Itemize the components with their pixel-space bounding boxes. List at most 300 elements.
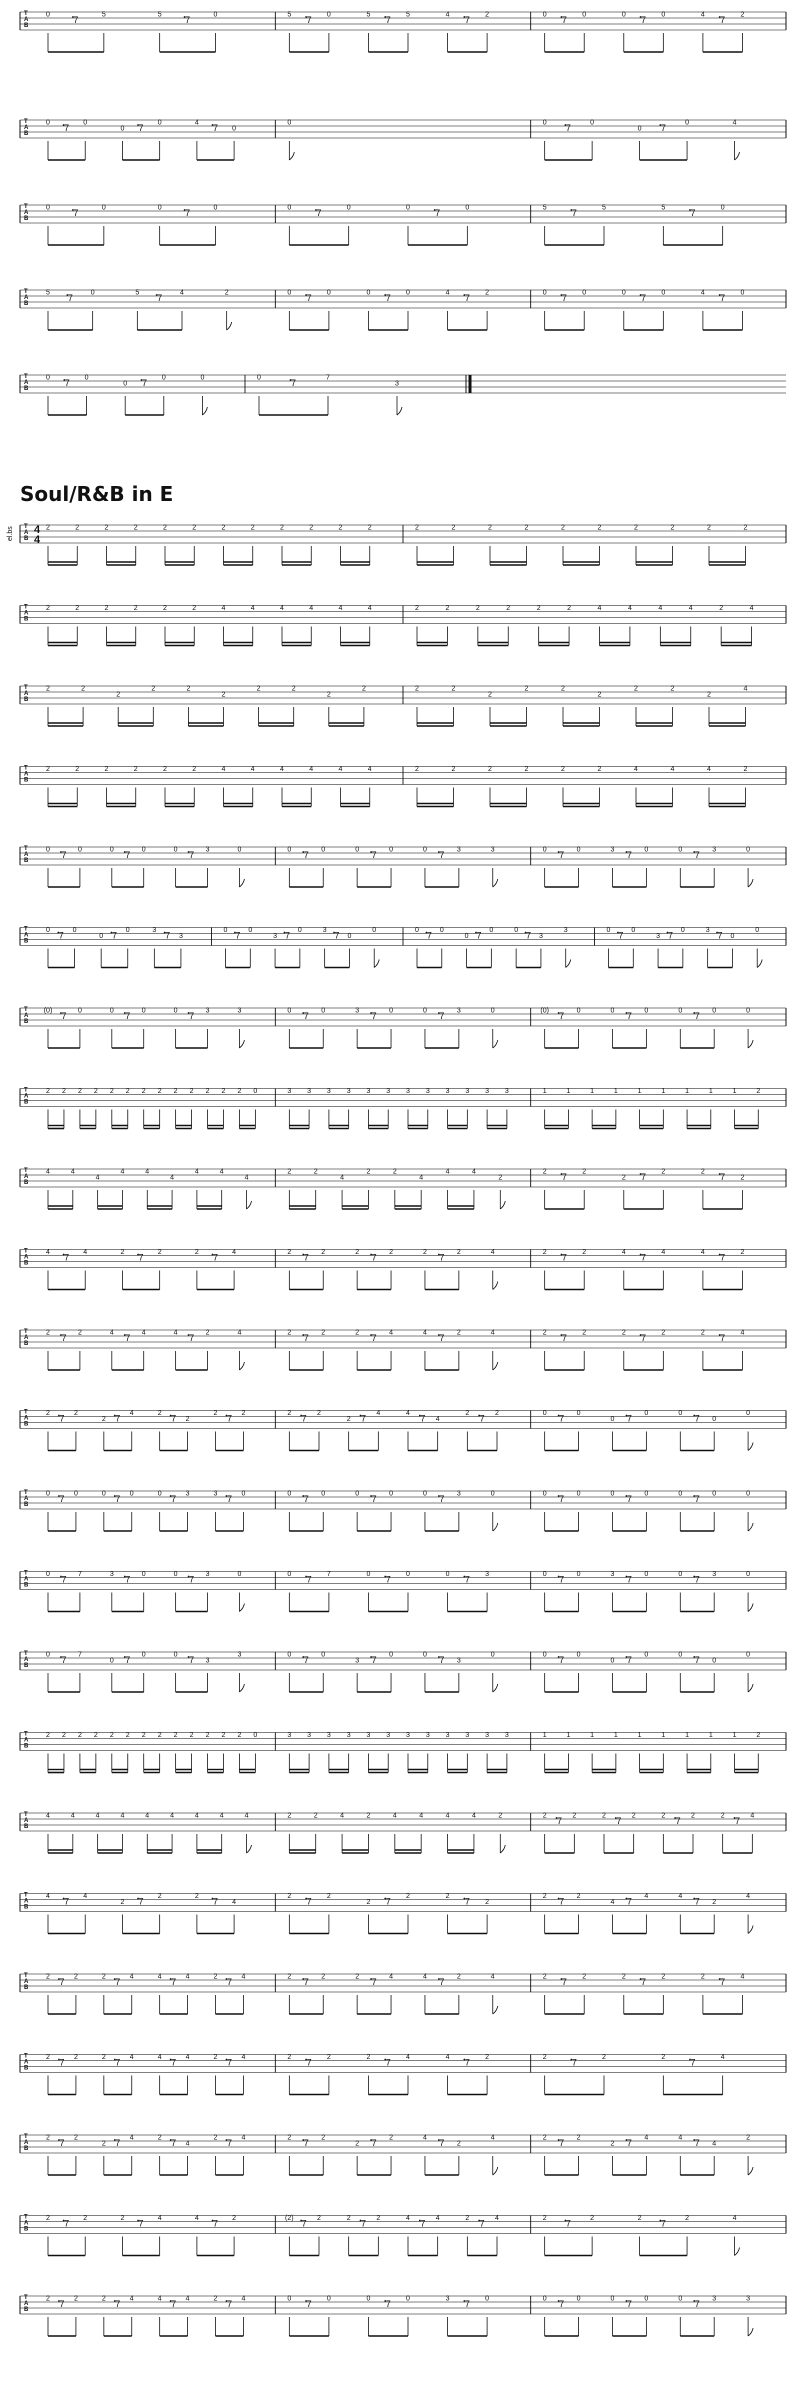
rest-symbol: 7 xyxy=(561,1977,567,1987)
note-flag xyxy=(748,879,753,887)
fret-number: 4 xyxy=(490,2134,495,2142)
fret-number: 1 xyxy=(613,1088,618,1095)
rest-dot xyxy=(626,851,628,853)
fret-number: 2 xyxy=(536,605,541,612)
rest-dot xyxy=(302,1254,304,1256)
fret-number: 2 xyxy=(287,2134,292,2142)
fret-number: 2 xyxy=(524,685,529,693)
rest-symbol: 7 xyxy=(464,293,470,303)
rest-dot xyxy=(305,2300,307,2302)
rest-dot xyxy=(478,1415,480,1417)
fret-number: 5 xyxy=(542,204,547,212)
fret-number: 0 xyxy=(141,846,146,854)
fret-number: 2 xyxy=(451,524,456,532)
note-flag xyxy=(757,960,762,968)
fret-number: 3 xyxy=(307,1088,312,1095)
fret-number: 2 xyxy=(192,524,197,532)
rest-dot xyxy=(626,1012,628,1014)
rest-symbol: 7 xyxy=(61,1011,67,1021)
fret-number: 0 xyxy=(422,1007,427,1015)
fret-number: 0 xyxy=(46,846,50,854)
rest-symbol: 7 xyxy=(371,1977,377,1987)
fret-number: 2 xyxy=(221,1732,226,1739)
rest-dot xyxy=(137,124,139,126)
rest-dot xyxy=(419,1415,421,1417)
fret-number: 2 xyxy=(186,685,191,693)
fret-number: 2 xyxy=(451,685,456,693)
rest-dot xyxy=(693,2139,695,2141)
rest-symbol: 7 xyxy=(171,2299,177,2309)
rest-symbol: 7 xyxy=(660,2218,666,2229)
rest-symbol: 7 xyxy=(618,930,624,941)
note-flag xyxy=(227,322,232,330)
tab-clef-letter: A xyxy=(24,1979,29,1985)
fret-number: 2 xyxy=(205,1732,210,1739)
fret-number: 0 xyxy=(84,374,89,382)
fret-number: 4 xyxy=(194,119,199,127)
fret-number: 4 xyxy=(120,1812,125,1820)
rest-symbol: 7 xyxy=(626,1011,632,1021)
rest-symbol: 7 xyxy=(626,1655,632,1665)
fret-number: 3 xyxy=(355,1007,360,1015)
fret-number: 2 xyxy=(602,2054,606,2061)
fret-number: 2 xyxy=(326,1893,331,1900)
fret-number: 2 xyxy=(101,2054,106,2061)
fret-number: 1 xyxy=(732,1088,737,1095)
rest-symbol: 7 xyxy=(165,930,171,941)
fret-number: 4 xyxy=(688,605,693,612)
tab-clef-letter: B xyxy=(24,1985,29,1991)
fret-number: 2 xyxy=(46,685,50,693)
fret-number: 3 xyxy=(386,1732,391,1739)
rest-symbol: 7 xyxy=(212,2218,219,2229)
fret-number: 3 xyxy=(386,1088,391,1095)
rest-dot xyxy=(419,2220,421,2222)
rest-symbol: 7 xyxy=(690,208,696,218)
rest-symbol: 7 xyxy=(64,2218,70,2229)
fret-number: 3 xyxy=(152,927,157,934)
rest-dot xyxy=(58,1415,60,1417)
fret-number: 0 xyxy=(644,1571,649,1578)
fret-number: 0 xyxy=(678,1490,683,1498)
fret-number: 3 xyxy=(322,927,327,934)
fret-number: 2 xyxy=(488,766,492,773)
note-flag xyxy=(239,879,244,887)
fret-number: 4 xyxy=(644,1893,649,1900)
rest-symbol: 7 xyxy=(385,293,391,303)
note-flag xyxy=(289,152,294,160)
rest-symbol: 7 xyxy=(464,15,470,25)
fret-number: 0 xyxy=(621,289,626,297)
rest-symbol: 7 xyxy=(559,2138,565,2148)
fret-number: 1 xyxy=(566,1088,571,1095)
rest-symbol: 7 xyxy=(694,1413,700,1424)
rest-dot xyxy=(640,294,642,296)
fret-number: 0 xyxy=(321,1651,326,1659)
rest-dot xyxy=(184,16,186,18)
rest-dot xyxy=(302,1978,304,1980)
tab-clef-letter: B xyxy=(24,301,29,307)
fret-number: 0 xyxy=(606,927,611,934)
rest-symbol: 7 xyxy=(439,1655,445,1665)
tab-clef-letter: T xyxy=(24,119,28,125)
fret-number: 2 xyxy=(495,1410,499,1417)
fret-number: 1 xyxy=(542,1088,547,1095)
fret-number: 4 xyxy=(406,1410,410,1417)
fret-number: 0 xyxy=(576,2295,581,2303)
fret-number: 2 xyxy=(610,2140,615,2148)
fret-number: 4 xyxy=(367,605,372,612)
rest-dot xyxy=(226,1495,228,1497)
rest-dot xyxy=(626,2300,628,2302)
fret-number: 4 xyxy=(712,2140,717,2148)
fret-number: 0 xyxy=(712,1007,717,1015)
fret-number: 2 xyxy=(389,1249,394,1256)
fret-number: 4 xyxy=(367,766,372,773)
fret-number: 2 xyxy=(101,1973,106,1981)
rest-symbol: 7 xyxy=(371,1252,377,1263)
rest-dot xyxy=(463,16,465,18)
fret-number: 2 xyxy=(46,1973,50,1981)
rest-dot xyxy=(141,379,143,381)
rest-symbol: 7 xyxy=(138,1896,144,1907)
fret-number: 4 xyxy=(627,605,632,612)
fret-number: 0 xyxy=(355,1490,360,1498)
rest-symbol: 7 xyxy=(426,930,432,941)
fret-number: 4 xyxy=(610,1899,615,1906)
fret-number: 3 xyxy=(712,846,717,854)
note-flag xyxy=(748,1926,753,1934)
note-flag xyxy=(748,1604,753,1612)
fret-number: 0 xyxy=(321,1007,326,1015)
rest-symbol: 7 xyxy=(141,378,148,388)
rest-symbol: 7 xyxy=(385,15,391,25)
rest-dot xyxy=(170,2059,172,2061)
rest-symbol: 7 xyxy=(420,1413,426,1424)
fret-number: 2 xyxy=(743,524,748,532)
fret-number: 2 xyxy=(756,1732,761,1739)
fret-number: 4 xyxy=(740,1329,745,1337)
fret-number: 0 xyxy=(406,204,410,212)
fret-number: 0 xyxy=(72,927,77,934)
rest-dot xyxy=(716,932,718,934)
tab-clef-letter: B xyxy=(24,1019,29,1025)
rest-symbol: 7 xyxy=(138,2218,144,2229)
fret-number: 0 xyxy=(46,1571,50,1578)
fret-number: 2 xyxy=(597,524,602,532)
rest-symbol: 7 xyxy=(616,1816,622,1826)
rest-dot xyxy=(626,1656,628,1658)
rest-symbol: 7 xyxy=(334,930,340,941)
fret-number: 0 xyxy=(346,204,351,212)
fret-number: 0 xyxy=(287,1571,292,1578)
rest-dot xyxy=(689,209,691,211)
rest-dot xyxy=(60,1576,62,1578)
fret-number: 0 xyxy=(77,846,82,854)
fret-number: 2 xyxy=(287,1410,292,1417)
tab-clef-letter: A xyxy=(24,17,29,23)
fret-number: 4 xyxy=(250,766,255,773)
rest-symbol: 7 xyxy=(660,123,666,133)
fret-number: 3 xyxy=(456,1007,461,1015)
fret-number: 2 xyxy=(602,1812,606,1820)
fret-number: 0 xyxy=(101,204,106,212)
rest-dot xyxy=(170,2139,172,2141)
fret-number: 2 xyxy=(506,605,511,612)
fret-number: 2 xyxy=(73,2054,78,2061)
fret-number: 0 xyxy=(542,11,547,19)
rest-dot xyxy=(114,1415,116,1417)
fret-number: 0 xyxy=(287,2295,292,2303)
fret-number: 0 xyxy=(678,2295,683,2303)
fret-number: 4 xyxy=(185,1973,190,1981)
rest-dot xyxy=(58,2059,60,2061)
note-flag xyxy=(748,2167,753,2175)
fret-number: 4 xyxy=(83,1893,88,1900)
fret-number: 2 xyxy=(173,1088,178,1095)
tab-clef-letter: T xyxy=(24,685,28,691)
fret-number: 0 xyxy=(712,1416,717,1423)
rest-dot xyxy=(561,1978,563,1980)
fret-number: 5 xyxy=(287,11,292,19)
rest-dot xyxy=(188,1334,190,1336)
fret-number: 4 xyxy=(46,1812,50,1820)
rest-dot xyxy=(212,1254,214,1256)
tab-clef-letter: B xyxy=(24,616,29,623)
fret-number: 4 xyxy=(46,1249,50,1256)
fret-number: 0 xyxy=(490,1007,495,1015)
tab-clef-letter: A xyxy=(24,1737,29,1744)
fret-number: 4 xyxy=(732,119,737,127)
fret-number: 3 xyxy=(213,1490,218,1498)
rest-dot xyxy=(170,1978,172,1980)
rest-symbol: 7 xyxy=(641,293,647,303)
fret-number: 5 xyxy=(101,11,106,19)
fret-number: 2 xyxy=(157,2134,162,2142)
rest-symbol: 7 xyxy=(189,1574,195,1585)
rest-dot xyxy=(558,1656,560,1658)
rest-dot xyxy=(719,1978,721,1980)
fret-number: 4 xyxy=(157,2215,162,2222)
fret-number: 2 xyxy=(590,2215,595,2222)
fret-number: 2 xyxy=(317,2215,321,2222)
fret-number: 2 xyxy=(46,524,50,532)
rest-symbol: 7 xyxy=(185,208,191,218)
fret-number: 4 xyxy=(157,2054,162,2061)
rest-dot xyxy=(438,1656,440,1658)
rest-dot xyxy=(114,2300,116,2302)
fret-number: 2 xyxy=(287,1329,292,1337)
fret-number: 0 xyxy=(173,1571,178,1578)
tab-clef-letter: A xyxy=(24,2220,29,2227)
fret-number: 4 xyxy=(280,766,284,773)
fret-number: 2 xyxy=(355,1973,360,1981)
rest-dot xyxy=(565,124,567,126)
fret-number: 0 xyxy=(490,1651,495,1659)
rest-symbol: 7 xyxy=(720,1172,726,1182)
rest-symbol: 7 xyxy=(235,930,241,941)
note-flag xyxy=(500,1201,505,1209)
fret-number: 0 xyxy=(73,1490,78,1498)
fret-number: 2 xyxy=(141,1732,146,1739)
fret-number: 3 xyxy=(490,846,495,854)
rest-symbol: 7 xyxy=(371,1655,377,1665)
fret-number: 0 xyxy=(46,204,50,212)
rest-symbol: 7 xyxy=(306,293,312,303)
tab-clef-letter: A xyxy=(24,2059,29,2066)
fret-number: 4 xyxy=(170,1812,175,1820)
fret-number: 3 xyxy=(406,1732,410,1739)
fret-number: 2 xyxy=(389,2134,394,2142)
fret-number: 2 xyxy=(542,1329,547,1337)
fret-number: 2 xyxy=(163,766,167,773)
fret-number: 4 xyxy=(340,1174,345,1182)
fret-number: 4 xyxy=(241,2054,246,2061)
fret-number: 1 xyxy=(685,1732,690,1739)
fret-number: 4 xyxy=(392,1812,397,1820)
rest-symbol: 7 xyxy=(303,1252,309,1263)
fret-number: 2 xyxy=(485,2054,490,2061)
rest-symbol: 7 xyxy=(115,2299,121,2309)
fret-number: 4 xyxy=(445,1812,450,1820)
fret-number: 2 xyxy=(740,11,745,19)
tab-clef-letter: T xyxy=(24,1007,28,1013)
rest-dot xyxy=(124,1012,126,1014)
rest-symbol: 7 xyxy=(626,2299,632,2309)
tab-clef-letter: A xyxy=(24,1254,29,1261)
note-flag xyxy=(493,2006,498,2014)
fret-number: 0 xyxy=(157,204,162,212)
fret-number: 2 xyxy=(81,685,86,693)
fret-number: 5 xyxy=(406,11,410,19)
fret-number: 4 xyxy=(70,1168,75,1176)
fret-number: 3 xyxy=(307,1732,312,1739)
fret-number: 3 xyxy=(237,1007,242,1015)
tab-clef-letter: B xyxy=(24,1260,29,1267)
fret-number: 2 xyxy=(634,524,638,532)
fret-number: 0 xyxy=(678,1571,683,1578)
fret-number: 2 xyxy=(321,1249,326,1256)
rest-symbol: 7 xyxy=(694,1655,700,1665)
fret-number: 2 xyxy=(756,1088,761,1095)
rest-symbol: 7 xyxy=(115,1413,121,1424)
fret-number: 0 xyxy=(77,1007,82,1015)
fret-number: 2 xyxy=(740,1249,745,1256)
rest-symbol: 7 xyxy=(61,1655,67,1665)
fret-number: 4 xyxy=(406,2054,410,2061)
fret-number: 2 xyxy=(366,2054,371,2061)
fret-number: 0 xyxy=(576,1410,581,1417)
fret-number: 4 xyxy=(376,1410,381,1417)
fret-number: 0 xyxy=(445,1571,450,1578)
tab-clef-letter: B xyxy=(24,386,29,392)
fret-number: 2 xyxy=(415,605,419,612)
rest-dot xyxy=(626,1898,628,1900)
fret-number: 3 xyxy=(346,1732,351,1739)
fret-number: 2 xyxy=(125,1732,130,1739)
fret-number: 2 xyxy=(634,685,638,693)
rest-symbol: 7 xyxy=(125,1655,131,1665)
fret-number: 4 xyxy=(419,1174,424,1182)
fret-number: 5 xyxy=(602,204,606,212)
fret-number: 2 xyxy=(75,524,80,532)
rest-symbol: 7 xyxy=(306,1574,312,1585)
fret-number: 2 xyxy=(189,1088,194,1095)
fret-number: 2 xyxy=(75,766,80,773)
fret-number: 3 xyxy=(205,846,210,854)
rest-dot xyxy=(66,294,68,296)
fret-number: 4 xyxy=(250,605,255,612)
rest-symbol: 7 xyxy=(171,1413,177,1424)
fret-number: 3 xyxy=(395,380,399,388)
tab-clef-letter: B xyxy=(24,1582,29,1589)
tab-clef-letter: A xyxy=(24,530,29,536)
rest-symbol: 7 xyxy=(559,1896,565,1907)
fret-number: 1 xyxy=(590,1732,595,1739)
tab-clef-letter: T xyxy=(24,1973,28,1979)
fret-number: 0 xyxy=(661,289,666,297)
fret-number: 2 xyxy=(670,685,675,693)
fret-number: 0 xyxy=(287,289,292,297)
tab-clef-letter: T xyxy=(24,926,28,933)
fret-number: 0 xyxy=(366,289,371,297)
tab-clef-letter: A xyxy=(24,125,29,131)
tab-clef-letter: B xyxy=(24,2226,29,2233)
rest-symbol: 7 xyxy=(67,293,73,303)
fret-number: 4 xyxy=(445,289,450,297)
fret-number: 0 xyxy=(253,1088,258,1095)
rest-dot xyxy=(305,1576,307,1578)
note-flag xyxy=(239,1362,244,1370)
rest-dot xyxy=(302,1334,304,1336)
rest-dot xyxy=(111,932,113,934)
fret-number: 4 xyxy=(678,1893,683,1900)
fret-number: 0 xyxy=(678,846,683,854)
fret-number: 0 xyxy=(101,1490,106,1498)
fret-number: 0 xyxy=(109,1657,114,1665)
fret-number: 2 xyxy=(415,524,419,532)
fret-number: 2 xyxy=(109,1732,114,1739)
fret-number: 2 xyxy=(163,605,167,612)
fret-number: 2 xyxy=(101,1416,106,1423)
rest-dot xyxy=(60,1012,62,1014)
rest-dot xyxy=(63,1898,65,1900)
rest-symbol: 7 xyxy=(306,1896,312,1907)
note-flag xyxy=(397,407,402,415)
fret-number: 4 xyxy=(157,1973,162,1981)
fret-number: 3 xyxy=(610,1571,615,1578)
fret-number: 2 xyxy=(287,2054,292,2061)
fret-number: 0 xyxy=(746,1007,751,1015)
rest-dot xyxy=(475,932,477,934)
fret-number: 0 xyxy=(415,927,419,934)
fret-number: 0 xyxy=(287,1490,292,1498)
fret-number: 0 xyxy=(746,1490,751,1498)
rest-symbol: 7 xyxy=(73,208,79,218)
fret-number: 2 xyxy=(189,1732,194,1739)
tab-clef-letter: A xyxy=(24,1818,29,1824)
fret-number: 0 xyxy=(576,1490,581,1498)
note-flag xyxy=(493,2167,498,2175)
fret-number: 3 xyxy=(465,1732,470,1739)
fret-number: 2 xyxy=(597,766,602,773)
rest-symbol: 7 xyxy=(626,1413,632,1424)
fret-number: 0 xyxy=(287,1007,292,1015)
fret-number: 2 xyxy=(157,1249,162,1256)
rest-symbol: 7 xyxy=(59,1413,65,1424)
tab-clef-letter: A xyxy=(24,1415,29,1422)
rest-symbol: 7 xyxy=(125,1574,131,1585)
